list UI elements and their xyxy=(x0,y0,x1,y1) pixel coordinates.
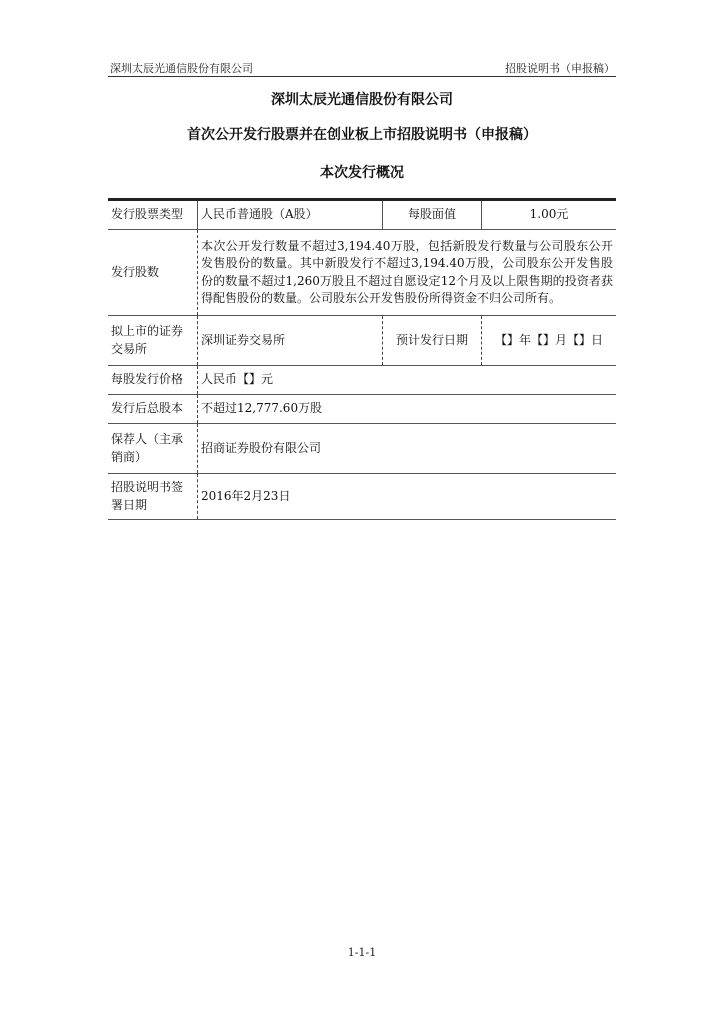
row-label-total-shares: 发行后总股本 xyxy=(111,401,184,416)
company-title: 深圳太辰光通信股份有限公司 xyxy=(271,92,453,108)
value-exchange: 深圳证券交易所 xyxy=(198,316,383,366)
table-row xyxy=(108,230,616,316)
value-sponsor: 招商证券股份有限公司 xyxy=(198,424,617,474)
table-row xyxy=(108,474,616,520)
table-row xyxy=(108,316,616,366)
table-row xyxy=(108,366,616,395)
table-row xyxy=(108,200,616,230)
value-sign-date: 2016年2月23日 xyxy=(198,474,617,520)
value-par-value: 1.00元 xyxy=(482,200,617,230)
row-label-issue-price: 每股发行价格 xyxy=(111,372,184,387)
row-label-share-count: 发行股数 xyxy=(111,264,160,279)
section-title: 本次发行概况 xyxy=(320,165,404,181)
value-issue-price: 人民币【】元 xyxy=(198,366,617,395)
value-share-type: 人民币普通股（A股） xyxy=(198,200,383,230)
row-label-sponsor: 保荐人（主承销商） xyxy=(111,432,184,464)
table-row xyxy=(108,424,616,474)
row-label-share-type: 发行股票类型 xyxy=(111,207,184,222)
row-label-sign-date: 招股说明书签署日期 xyxy=(111,480,184,512)
document-title: 首次公开发行股票并在创业板上市招股说明书（申报稿） xyxy=(187,127,537,143)
value-share-count: 本次公开发行数量不超过3,194.40万股，包括新股发行数量与公司股东公开发售股份的数量。其中新股发行不超过3,194.40万股，公司股东公开发售股份的数量不超过1,260万股且不超过自愿设定12个月及以上限售期的投资者获得配售股份的数量。公司股东公开发售股份所得资金不归公司所有。 xyxy=(198,230,617,316)
header-doc-type: 招股说明书（申报稿） xyxy=(505,62,615,75)
row-label-exchange: 拟上市的证券交易所 xyxy=(111,324,184,356)
table-row xyxy=(108,395,616,424)
header-company: 深圳太辰光通信股份有限公司 xyxy=(110,62,253,75)
value-issue-date: 【】年【】月【】日 xyxy=(482,316,617,366)
value-total-shares: 不超过12,777.60万股 xyxy=(198,395,617,424)
page-number: 1-1-1 xyxy=(347,946,377,959)
offering-overview-table xyxy=(108,198,616,520)
row-label-par-value: 每股面值 xyxy=(383,200,482,230)
row-label-issue-date: 预计发行日期 xyxy=(383,316,482,366)
header-rule xyxy=(108,76,616,77)
